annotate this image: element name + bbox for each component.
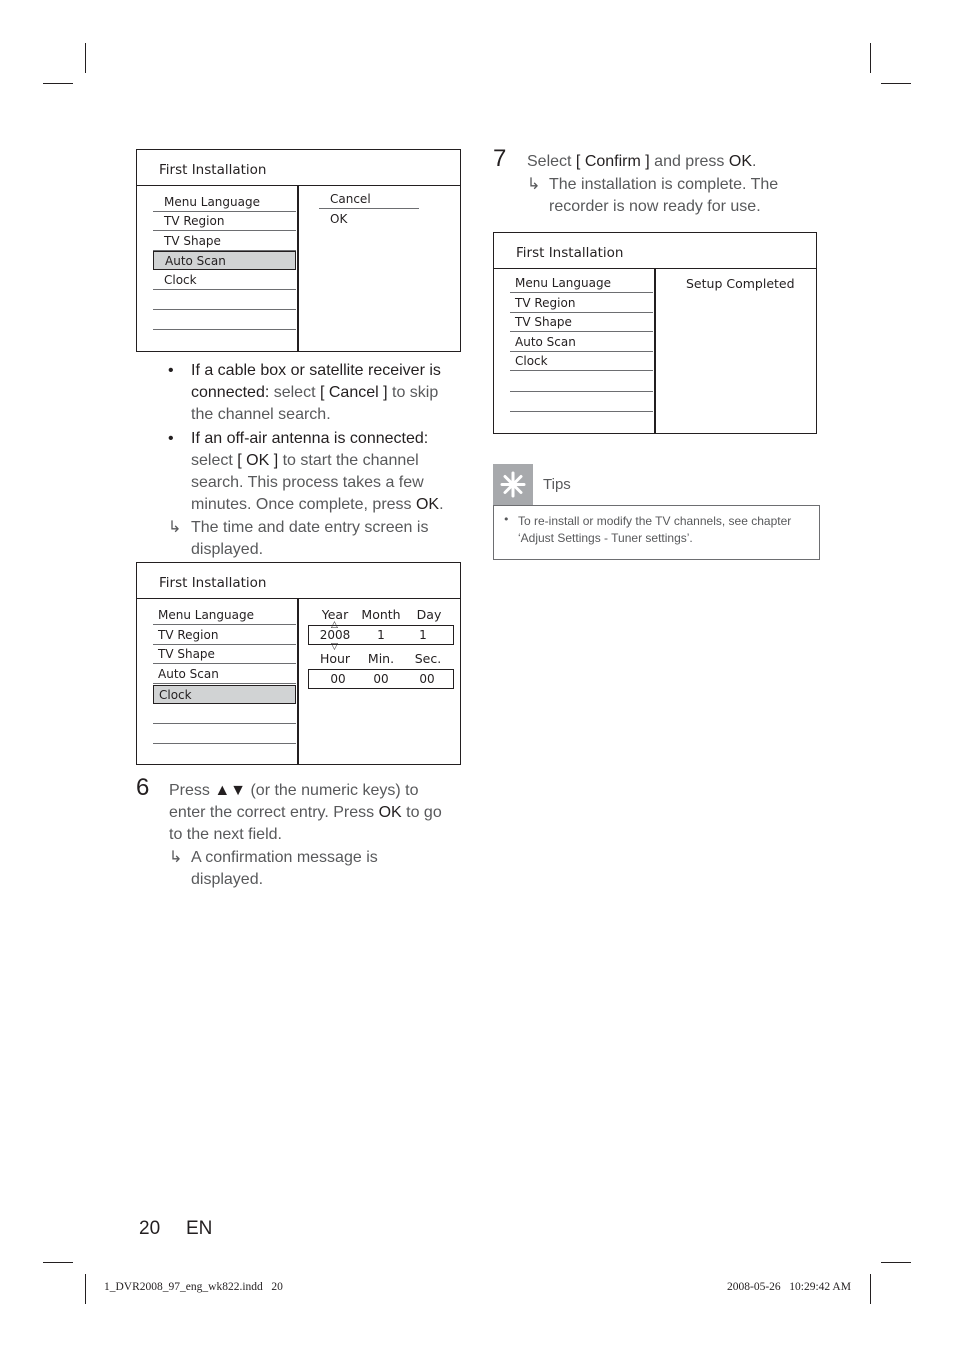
bullet-marker: • (168, 362, 174, 379)
key-ok: [ OK ] (237, 452, 279, 469)
file-name: 1_DVR2008_97_eng_wk822.indd 20 (104, 1281, 283, 1293)
arrow-keys-icon: ▲▼ (214, 782, 247, 799)
label-min: Min. (367, 651, 395, 666)
option-ok[interactable]: OK (330, 212, 348, 226)
label-hour: Hour (319, 651, 351, 666)
bullet-lead: If a cable box or satellite receiver is connected: (191, 362, 441, 401)
bullet-text: . (439, 496, 444, 513)
arrow-down-icon: ▽ (331, 642, 338, 652)
panel-title: First Installation (137, 150, 460, 186)
step-number: 6 (136, 774, 150, 801)
result-installation-complete: The installation is complete. The recorder is now ready for use. (549, 176, 779, 215)
menu-item-empty (153, 291, 296, 310)
month-field[interactable]: 1 (377, 628, 385, 642)
key-ok: OK (728, 153, 752, 170)
tips-text: To re-install or modify the TV channels, see chapter ‘Adjust Settings - Tuner settings’. (518, 514, 792, 545)
menu-item-empty (153, 311, 296, 330)
page-number: 20 (139, 1218, 161, 1239)
panel-divider (297, 186, 299, 352)
language-code: EN (186, 1218, 213, 1239)
label-year: Year (321, 607, 349, 622)
first-installation-panel-complete (493, 232, 817, 434)
menu-item-clock[interactable]: Clock (153, 271, 296, 290)
hour-field[interactable]: 00 (330, 672, 346, 686)
result-time-date: The time and date entry screen is displayed. (191, 519, 429, 558)
tips-badge (493, 464, 533, 505)
menu-item-auto-scan[interactable]: Auto Scan (153, 251, 296, 270)
bullet-text: select (269, 384, 320, 401)
bullet-antenna (191, 428, 456, 516)
step-text: and press (649, 153, 729, 170)
menu-item-empty (510, 393, 653, 412)
min-field[interactable]: 00 (373, 672, 389, 686)
menu-item-tv-shape[interactable]: TV Shape (510, 313, 653, 332)
label-day: Day (416, 607, 442, 622)
menu-item-tv-region[interactable]: TV Region (153, 626, 296, 645)
asterisk-icon (493, 464, 533, 505)
label-month: Month (361, 607, 401, 622)
key-ok: OK (378, 804, 402, 821)
result-confirmation: A confirmation message is displayed. (191, 849, 378, 888)
menu-item-auto-scan[interactable]: Auto Scan (510, 333, 653, 352)
menu-item-tv-shape[interactable]: TV Shape (153, 232, 296, 251)
menu-item-empty (153, 705, 296, 724)
label-sec: Sec. (414, 651, 442, 666)
menu-item-empty (153, 725, 296, 744)
menu-item-clock[interactable]: Clock (510, 352, 653, 371)
menu-item-tv-region[interactable]: TV Region (510, 294, 653, 313)
step-text: to go to the next field. (169, 804, 442, 843)
crop-mark (43, 83, 73, 84)
key-cancel: [ Cancel ] (319, 384, 388, 401)
bullet-marker: • (168, 430, 174, 447)
menu-item-tv-shape[interactable]: TV Shape (153, 645, 296, 664)
step-text: Press (169, 782, 215, 799)
panel-divider (654, 269, 656, 434)
step-text: . (752, 153, 757, 170)
sec-field[interactable]: 00 (419, 672, 435, 686)
bullet-lead: If an off-air antenna is connected: (191, 430, 429, 447)
option-cancel[interactable]: Cancel (319, 190, 419, 209)
result-arrow-icon: ↳ (168, 519, 182, 536)
bullet-text: to skip the channel search. (191, 384, 439, 423)
step-text: Select (527, 153, 576, 170)
first-installation-panel-clock (136, 562, 461, 765)
arrow-up-icon: △ (331, 620, 338, 630)
step6-text (169, 780, 454, 846)
bullet-text: to start the channel search. This process takes a few minutes. Once complete, press (191, 452, 424, 513)
setup-completed-message: Setup Completed (686, 276, 795, 291)
result-arrow-icon: ↳ (169, 849, 183, 866)
panel-title: First Installation (494, 233, 816, 269)
year-field[interactable]: 2008 (319, 628, 351, 642)
menu-item-auto-scan[interactable]: Auto Scan (153, 665, 296, 684)
menu-item-empty (510, 373, 653, 392)
panel-title: First Installation (137, 563, 460, 599)
crop-mark (881, 1262, 911, 1263)
key-confirm: [ Confirm ] (575, 153, 650, 170)
bullet-cable-box (191, 360, 456, 426)
crop-mark (870, 43, 871, 73)
result-arrow-icon: ↳ (527, 176, 541, 193)
step7-text (527, 151, 817, 173)
key-ok: OK (415, 496, 440, 513)
menu-item-menu-language[interactable]: Menu Language (153, 606, 296, 625)
crop-mark (43, 1262, 73, 1263)
first-installation-panel-auto-scan (136, 149, 461, 352)
step-number: 7 (493, 145, 507, 172)
bullet-marker: • (503, 513, 510, 526)
panel-divider (297, 599, 299, 765)
step-text: (or the numeric keys) to enter the correct entry. Press (169, 782, 419, 821)
print-timestamp: 2008-05-26 10:29:42 AM (727, 1281, 851, 1293)
crop-mark (870, 1274, 871, 1304)
menu-item-tv-region[interactable]: TV Region (153, 212, 296, 231)
menu-item-menu-language[interactable]: Menu Language (510, 274, 653, 293)
crop-mark (85, 43, 86, 73)
menu-item-clock[interactable]: Clock (153, 685, 296, 704)
tips-label: Tips (543, 476, 571, 493)
day-field[interactable]: 1 (419, 628, 427, 642)
menu-item-menu-language[interactable]: Menu Language (153, 193, 296, 212)
crop-mark (85, 1274, 86, 1304)
crop-mark (881, 83, 911, 84)
bullet-text: select (191, 452, 238, 469)
